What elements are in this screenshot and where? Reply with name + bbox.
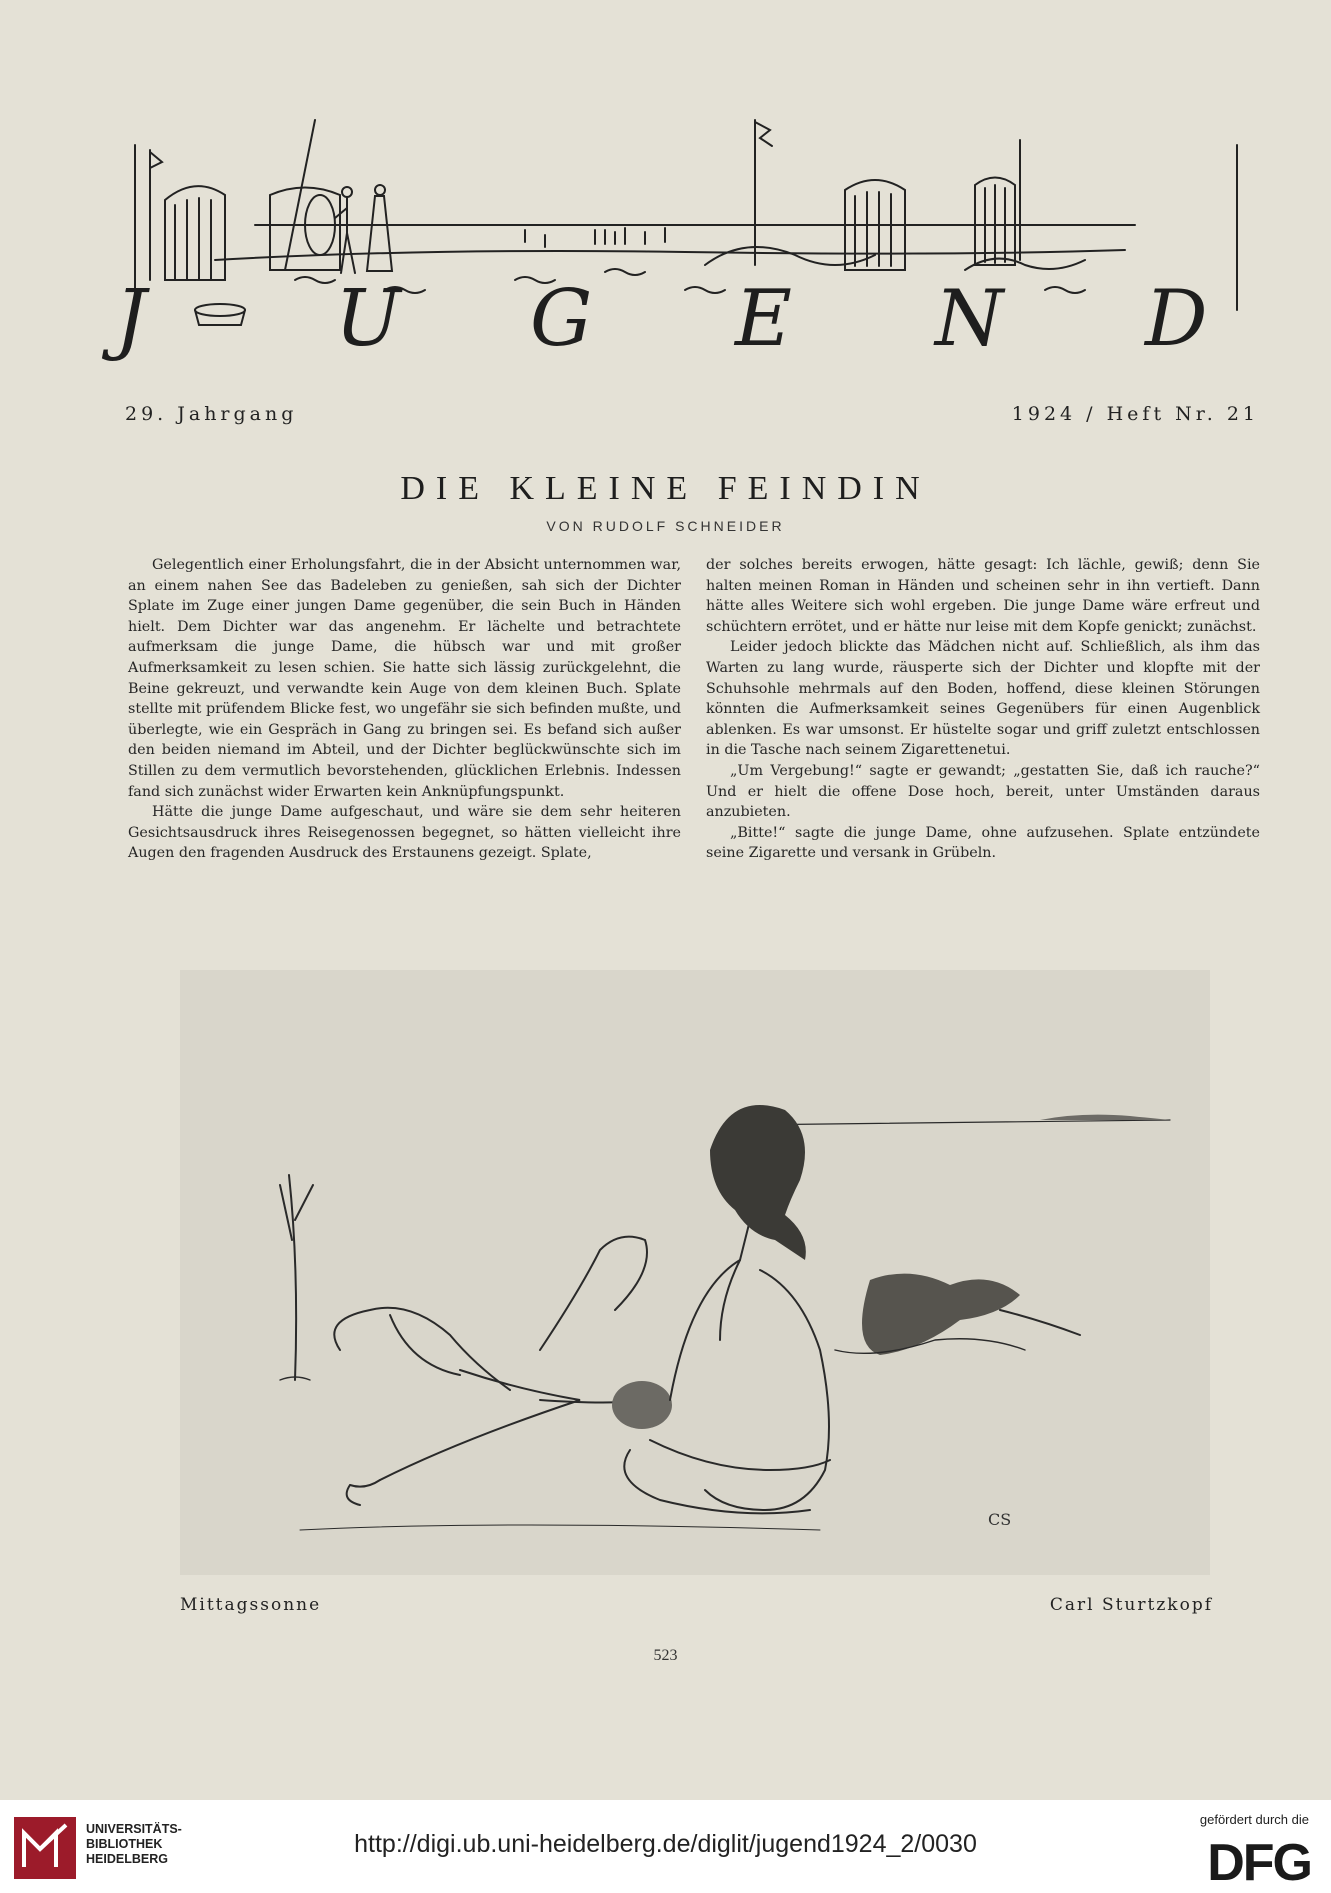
masthead-drawing bbox=[115, 130, 1270, 400]
paragraph: „Bitte!“ sagte die junge Dame, ohne aufzusehen. Splate entzündete seine Zigarette und versank in Grübeln. bbox=[706, 824, 1260, 862]
masthead-letter-e: E bbox=[735, 274, 792, 364]
paragraph: der solches bereits erwogen, hätte gesagt: Ich lächle, gewiß; denn Sie halten meinen Roman in Händen und scheinen sehr in ihn vertieft. Dann hätte alles Weitere sich wohl ergeben. Die junge Dame wäre erfreut und schüchtern errötet, und er hätte nur leise mit dem Kopfe genickt; zunächst. bbox=[706, 557, 1260, 635]
masthead-letter-u: U bbox=[335, 274, 401, 364]
masthead-letter-j: J bbox=[115, 274, 147, 364]
library-name-line: BIBLIOTHEK bbox=[86, 1837, 163, 1851]
library-name-line: HEIDELBERG bbox=[86, 1852, 168, 1866]
issue-number: 1924 / Heft Nr. 21 bbox=[1011, 403, 1259, 425]
paragraph: Gelegentlich einer Erholungsfahrt, die in der Absicht unternommen war, an einem nahen See das Badeleben zu genießen, sah sich der Dichter Splate im Zuge einer jungen Dame gegenüber, die sein Buch in Händen hielt. Dem Dichter war das angenehm. Er lächelte und betrachtete aufmerksam die junge Dame, die hübsch war und mit großer Aufmerksamkeit zu lesen schien. Sie hatte sich lässig zurückgelehnt, die Beine gekreuzt, und verwandte kein Auge von dem kleinen Buch. Splate stellte mit prüfendem Blicke fest, wo ungefähr sie sich befinden mußte, und überlegte, wie ein Gespräch in Gang zu bringen sei. Es befand sich außer den beiden niemand im Abteil, und der Dichter beglückwünschte sich im Stillen zu dem vermutlich bevorstehenden, glücklichen Erlebnis. Indessen fand sich zunächst wider Erwarten kein Anknüpfungspunkt. bbox=[128, 557, 681, 800]
illustration bbox=[180, 970, 1210, 1575]
funding-note: gefördert durch die bbox=[1199, 1812, 1309, 1827]
article-column-right bbox=[706, 555, 1260, 864]
library-name-line: UNIVERSITÄTS- bbox=[86, 1822, 182, 1836]
article-column-left bbox=[128, 555, 681, 864]
masthead-letter-n: N bbox=[935, 274, 1004, 364]
masthead bbox=[115, 130, 1270, 400]
volume-label: 29. Jahrgang bbox=[125, 403, 298, 425]
caption-title: Mittagssonne bbox=[180, 1595, 322, 1615]
article-title: DIE KLEINE FEINDIN bbox=[400, 470, 931, 507]
source-url-link[interactable]: http://digi.ub.uni-heidelberg.de/diglit/jugend1924_2/0030 bbox=[354, 1830, 977, 1858]
dfg-logo[interactable]: DFG bbox=[1207, 1834, 1311, 1892]
paragraph: Hätte die junge Dame aufgeschaut, und wäre sie dem sehr heiteren Gesichtsausdruck ihres Reisegenossen begegnet, so hätten vielleicht ihre Augen den fragenden Ausdruck des Erstaunens gezeigt. Splate, bbox=[128, 804, 681, 862]
article-byline: VON RUDOLF SCHNEIDER bbox=[546, 518, 785, 534]
caption-artist: Carl Sturtzkopf bbox=[1049, 1595, 1213, 1615]
illustration-drawing bbox=[180, 970, 1210, 1575]
masthead-letter-d: D bbox=[1145, 274, 1208, 364]
footer-bar bbox=[0, 1800, 1331, 1893]
masthead-letter-g: G bbox=[530, 274, 593, 364]
paragraph: „Um Vergebung!“ sagte er gewandt; „gestatten Sie, daß ich rauche?“ Und er hielt die offene Dose hoch, bereit, unter Umständen daraus anzubieten. bbox=[706, 762, 1260, 821]
page-number: 523 bbox=[653, 1647, 678, 1664]
artist-signature: CS bbox=[988, 1510, 1012, 1529]
paragraph: Leider jedoch blickte das Mädchen nicht auf. Schließlich, als ihm das Warten zu lang wurde, räusperte sich der Dichter und klopfte mit der Schuhsohle mehrmals auf den Boden, hoffend, diese kleinen Störungen könnten die Aufmerksamkeit seines Gegenübers für einen Augenblick ablenken. Es war umsonst. Er hüstelte sogar und griff zuletzt entschlossen in die Tasche nach seinem Zigarettenetui. bbox=[706, 639, 1260, 759]
